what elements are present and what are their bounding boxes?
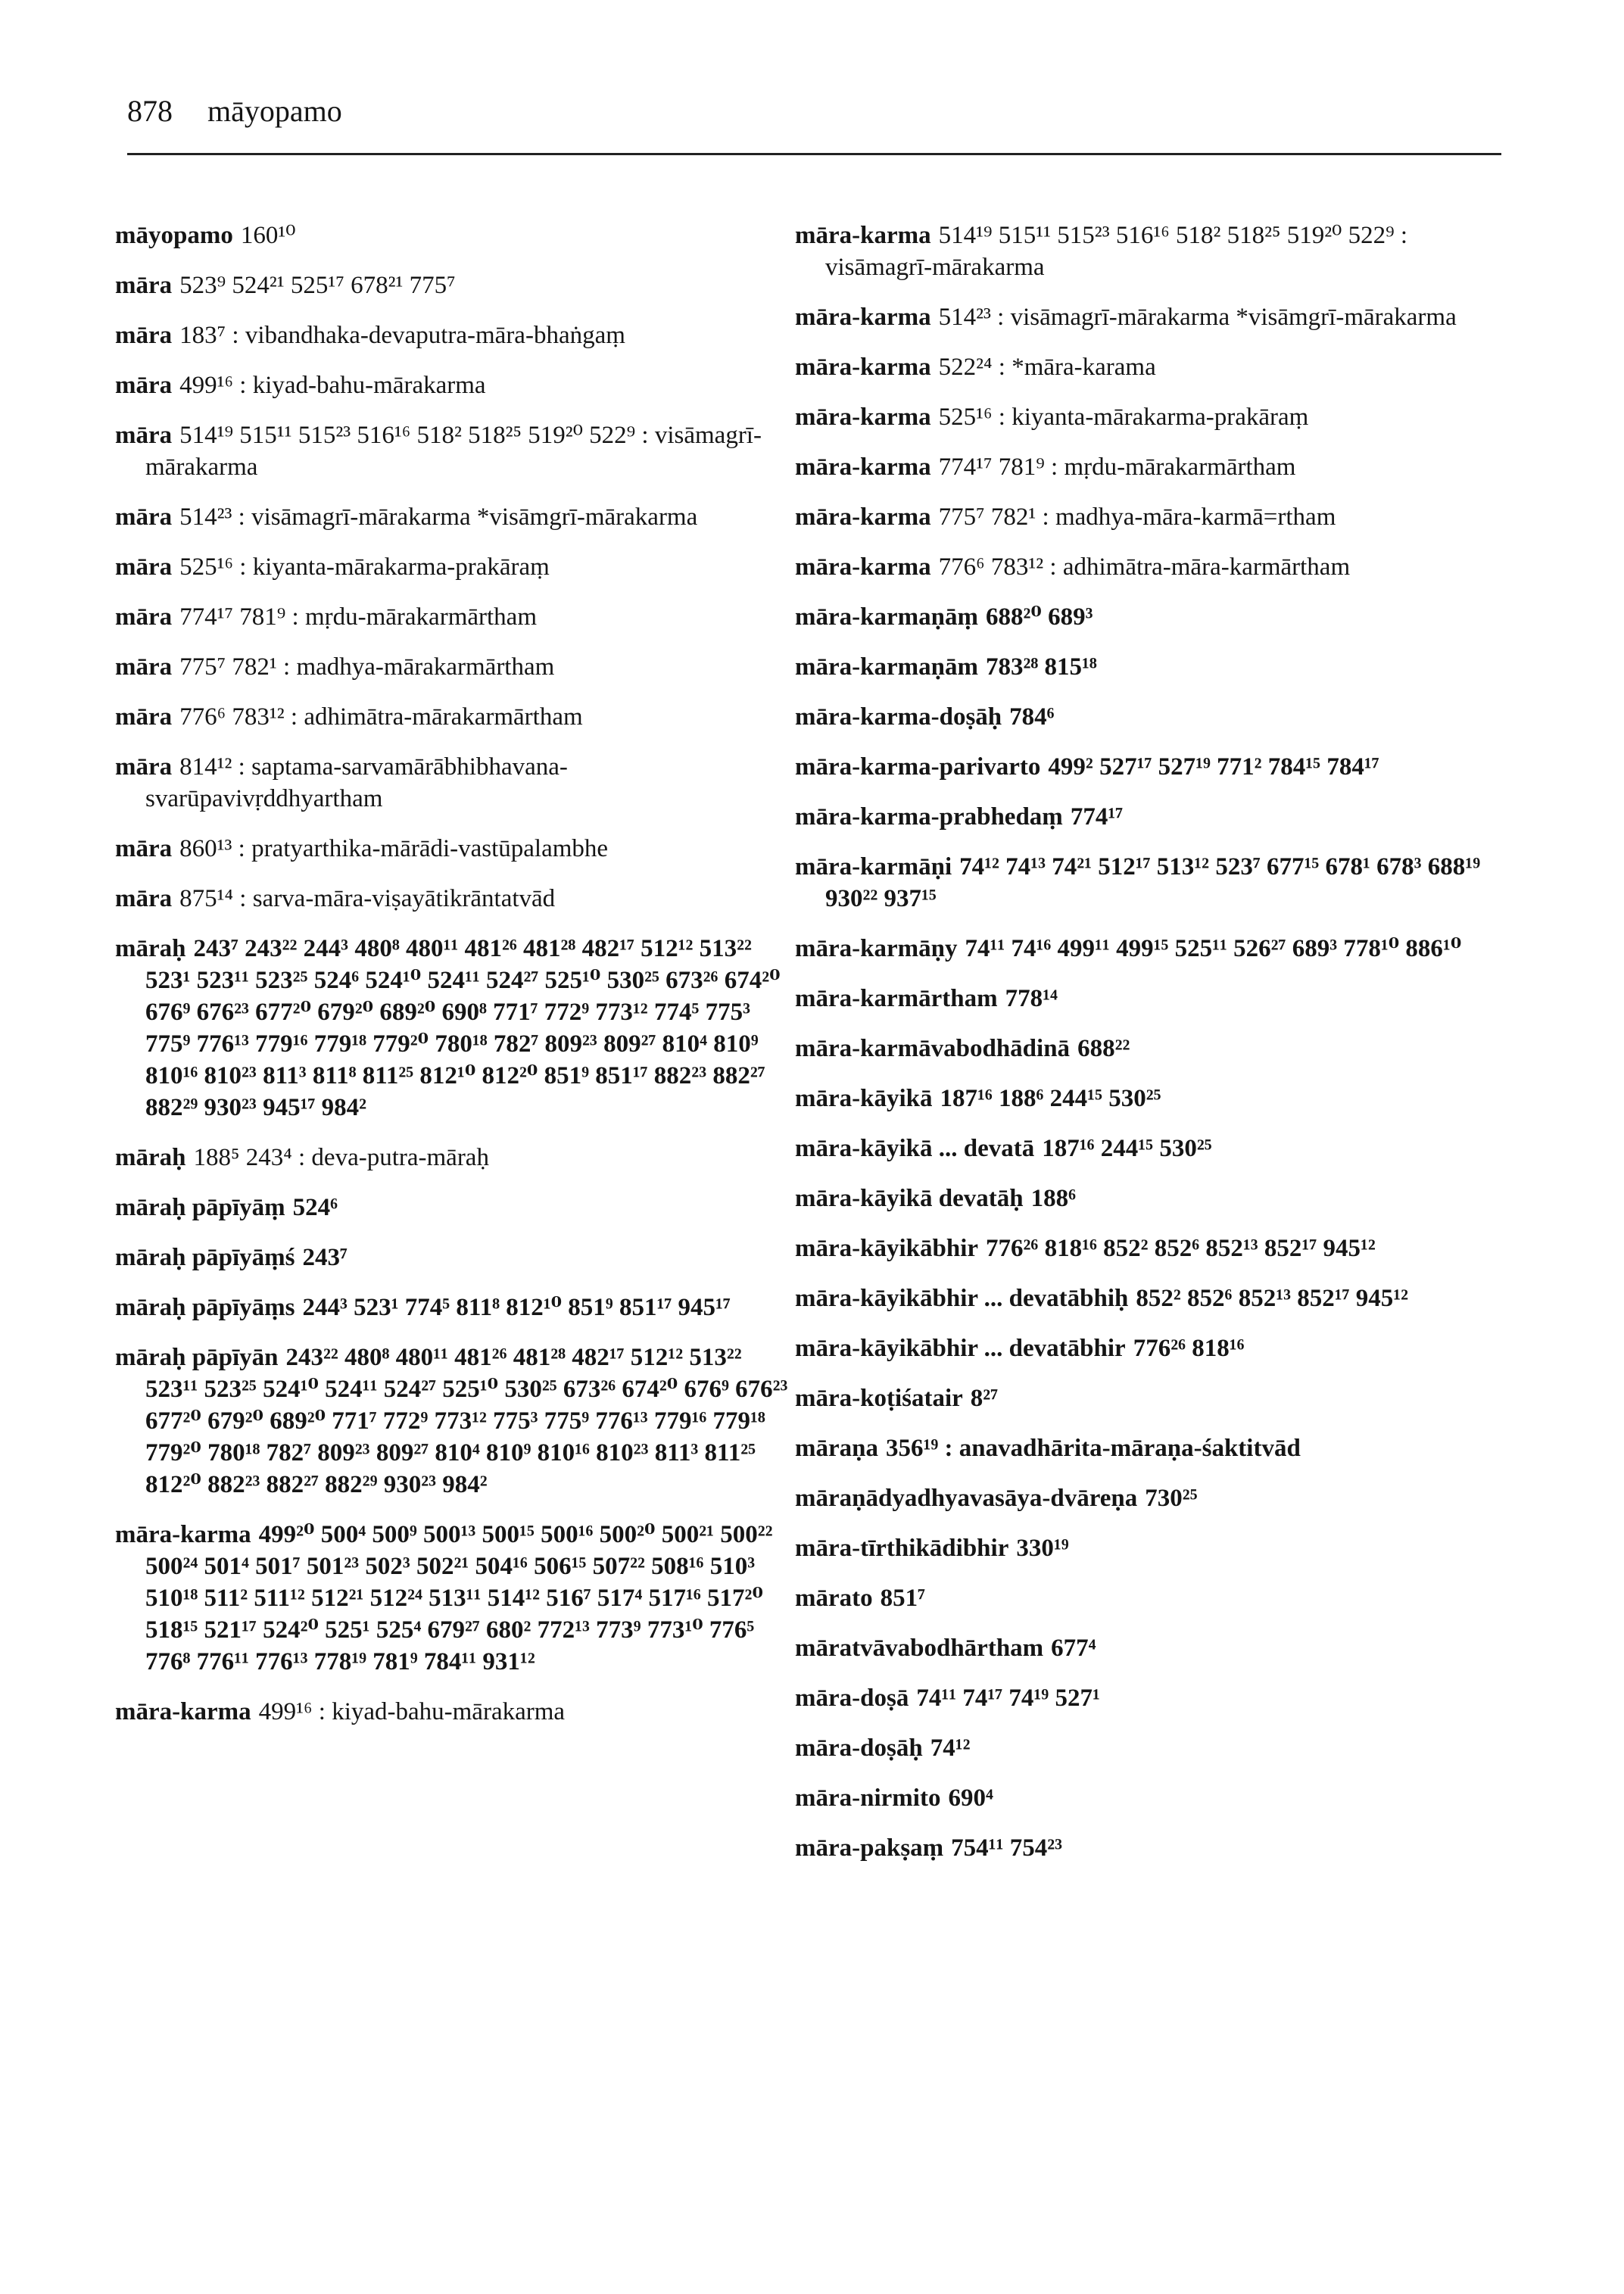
entry-references: 875¹⁴ : sarva-māra-viṣayātikrāntatvād [179,885,556,912]
entry-headword: māraḥ [115,935,186,962]
header-rule [127,153,1501,155]
index-entry [795,1532,1507,1564]
entry-references: 514¹⁹ 515¹¹ 515²³ 516¹⁶ 518² 518²⁵ 519²⁰ 522⁹ : visāmagrī-mārakarma [825,222,1408,281]
left-column [115,220,796,1746]
index-entry [115,1342,796,1501]
entry-headword: māraḥ pāpīyāṃ [115,1194,285,1221]
index-entry [795,983,1507,1015]
entry-headword: māra [115,322,173,349]
index-entry [115,220,796,251]
entry-references: 514²³ : visāmagrī-mārakarma *visāmgrī-mārakarma [179,503,698,531]
entry-headword: māra-karma [795,354,931,381]
entry-references: 851⁷ [880,1585,926,1612]
entry-references: 187¹⁶ 188⁶ 244¹⁵ 530²⁵ [940,1085,1161,1112]
index-entry [795,1482,1507,1514]
entry-headword: māra-nirmito [795,1784,941,1812]
index-entry [795,1782,1507,1814]
entry-references: 74¹² 74¹³ 74²¹ 512¹⁷ 513¹² 523⁷ 677¹⁵ 678¹ 678³ 688¹⁹ 930²² 937¹⁵ [825,853,1481,912]
entry-references: 243⁷ 243²² 244³ 480⁸ 480¹¹ 481²⁶ 481²⁸ 482¹⁷ 512¹² 513²² 523¹ 523¹¹ 523²⁵ 524⁶ 524¹⁰ 524¹¹ 524²⁷ 525¹⁰ 530²⁵ 673²⁶ 674²⁰ 676⁹ 676²³ 677²⁰ 679²⁰ 689²⁰ 690⁸ 771⁷ 772⁹ 773¹² 774⁵ 775³ 775⁹ 776¹³ 779¹⁶ 779¹⁸ 779²⁰ 780¹⁸ 782⁷ 809²³ 809²⁷ 810⁴ 810⁹ 810¹⁶ 810²³ 811³ 811⁸ 811²⁵ 812¹⁰ 812²⁰ 851⁹ 851¹⁷ 882²³ 882²⁷ 882²⁹ 930²³ 945¹⁷ 984² [145,935,781,1121]
entry-headword: māra-doṣāḥ [795,1735,923,1762]
entry-references: 775⁷ 782¹ : madhya-mārakarmārtham [179,653,555,681]
entry-headword: māra-karma [795,222,931,249]
entry-headword: māra-karmāṇi [795,853,952,881]
entry-headword: māra-kāyikā [795,1085,933,1112]
entry-headword: māra-karmaṇām [795,653,978,681]
entry-references: 677⁴ [1051,1635,1096,1662]
entry-headword: māra [115,753,173,781]
entry-headword: māra-karma-doṣāḥ [795,703,1002,731]
entry-headword: māra-tīrthikādibhir [795,1535,1009,1562]
entry-headword: māra-koṭiśatair [795,1385,963,1412]
entry-references: 514¹⁹ 515¹¹ 515²³ 516¹⁶ 518² 518²⁵ 519²⁰ 522⁹ : visāmagrī-mārakarma [145,422,762,481]
entry-headword: māra-karmāvabodhādinā [795,1035,1071,1062]
entry-headword: māra-karmārtham [795,985,998,1012]
entry-references: 243²² 480⁸ 480¹¹ 481²⁶ 481²⁸ 482¹⁷ 512¹² 513²² 523¹¹ 523²⁵ 524¹⁰ 524¹¹ 524²⁷ 525¹⁰ 530²⁵ 673²⁶ 674²⁰ 676⁹ 676²³ 677²⁰ 679²⁰ 689²⁰ 771⁷ 772⁹ 773¹² 775³ 775⁹ 776¹³ 779¹⁶ 779¹⁸ 779²⁰ 780¹⁸ 782⁷ 809²³ 809²⁷ 810⁴ 810⁹ 810¹⁶ 810²³ 811³ 811²⁵ 812²⁰ 882²³ 882²⁷ 882²⁹ 930²³ 984² [145,1344,788,1498]
index-entry [795,351,1507,383]
entry-references: 187¹⁶ 244¹⁵ 530²⁵ [1042,1135,1212,1162]
entry-references: 814¹² : saptama-sarvamārābhibhavana-svarūpavivṛddhyartham [145,753,568,812]
index-entry [115,270,796,301]
index-entry [795,1682,1507,1714]
entry-headword: māyopamo [115,222,233,249]
index-entry [795,551,1507,583]
entry-headword: māra [115,835,173,862]
entry-references: 690⁴ [948,1784,993,1812]
right-column [795,220,1507,1882]
index-entry [115,601,796,633]
entry-references: 783²⁸ 815¹⁸ [985,653,1097,681]
index-entry [795,1732,1507,1764]
entry-headword: māra [115,653,173,681]
entry-references: 778¹⁴ [1005,985,1058,1012]
index-entry [795,220,1507,283]
entry-references: 243⁷ [302,1244,348,1271]
index-entry [115,369,796,401]
entry-references: 525¹⁶ : kiyanta-mārakarma-prakāraṃ [938,404,1309,431]
running-head: māyopamo [207,94,342,128]
index-entry [795,933,1507,965]
entry-references: 774¹⁷ [1070,803,1124,831]
entry-headword: māra-karma [115,1521,251,1548]
index-entry [795,1632,1507,1664]
index-entry [795,1582,1507,1614]
index-entry [795,1382,1507,1414]
index-entry [115,883,796,915]
entry-references: 183⁷ : vibandhaka-devaputra-māra-bhaṅgaṃ [179,322,625,349]
entry-headword: māra-karmaṇāṃ [795,603,978,631]
entry-references: 754¹¹ 754²³ [951,1834,1062,1862]
index-entry [115,651,796,683]
entry-references: 330¹⁹ [1016,1535,1069,1562]
entry-headword: māra-kāyikā devatāḥ [795,1185,1024,1212]
entry-references: 525¹⁶ : kiyanta-mārakarma-prakāraṃ [179,553,550,581]
entry-headword: māra [115,503,173,531]
index-entry [115,751,796,815]
index-entry [795,1183,1507,1214]
entry-references: 776²⁶ 818¹⁶ 852² 852⁶ 852¹³ 852¹⁷ 945¹² [986,1235,1376,1262]
index-entry [795,501,1507,533]
index-entry [795,1133,1507,1164]
entry-headword: mārato [795,1585,873,1612]
entry-headword: māra-karma [795,304,931,331]
entry-references: 775⁷ 782¹ : madhya-māra-karmā=rtham [938,503,1336,531]
entry-headword: māra [115,885,173,912]
entry-references: 776²⁶ 818¹⁶ [1133,1335,1245,1362]
index-entry [795,1233,1507,1264]
entry-references: 523⁹ 524²¹ 525¹⁷ 678²¹ 775⁷ [179,272,456,299]
entry-references: 74¹¹ 74¹⁶ 499¹¹ 499¹⁵ 525¹¹ 526²⁷ 689³ 778¹⁰ 886¹⁰ [965,935,1462,962]
entry-headword: māra-karmāṇy [795,935,958,962]
entry-references: 774¹⁷ 781⁹ : mṛdu-mārakarmārtham [179,603,537,631]
index-entry [115,551,796,583]
entry-references: 499¹⁶ : kiyad-bahu-mārakarma [179,372,486,399]
entry-headword: māra-doṣā [795,1685,909,1712]
entry-references: 8²⁷ [970,1385,999,1412]
index-entry [795,1332,1507,1364]
entry-headword: māra-kāyikā ... devatā [795,1135,1035,1162]
index-entry [115,1519,796,1678]
entry-headword: māra-kāyikābhir ... devatābhiḥ [795,1285,1129,1312]
entry-headword: māra-karma [795,503,931,531]
entry-references: 160¹⁰ [240,222,296,249]
index-entry [795,751,1507,783]
entry-references: 776⁶ 783¹² : adhimātra-māra-karmārtham [938,553,1351,581]
entry-references: 74¹² [930,1735,971,1762]
entry-references: 499¹⁶ : kiyad-bahu-mārakarma [258,1698,566,1725]
index-entry [795,701,1507,733]
entry-references: 74¹¹ 74¹⁷ 74¹⁹ 527¹ [916,1685,1100,1712]
index-entry [795,1083,1507,1114]
index-entry [115,1192,796,1223]
index-entry [115,1292,796,1323]
entry-headword: māra [115,703,173,731]
index-entry [115,501,796,533]
page-number: 878 [127,94,173,128]
index-entry [115,1696,796,1728]
entry-headword: māra-karma [795,454,931,481]
entry-headword: māra-karma [795,404,931,431]
entry-headword: māra [115,372,173,399]
index-entry [795,1033,1507,1064]
entry-references: 730²⁵ [1145,1485,1198,1512]
index-entry [795,1432,1507,1464]
entry-headword: māraṇādyadhyavasāya-dvāreṇa [795,1485,1138,1512]
index-entry [115,1242,796,1273]
index-entry [115,833,796,865]
index-entry [795,601,1507,633]
entry-references: 784⁶ [1009,703,1055,731]
entry-headword: māra-pakṣaṃ [795,1834,944,1862]
index-entry [795,851,1507,915]
entry-headword: māra-karma [795,553,931,581]
entry-headword: māraḥ pāpīyāṃs [115,1294,295,1321]
index-entry [795,1283,1507,1314]
entry-headword: māra-kāyikābhir [795,1235,979,1262]
index-entry [795,401,1507,433]
entry-headword: māra-kāyikābhir ... devatābhir [795,1335,1126,1362]
index-entry [795,651,1507,683]
index-entry [795,451,1507,483]
entry-references: 522²⁴ : *māra-karama [938,354,1156,381]
entry-headword: māra [115,553,173,581]
index-entry [795,1832,1507,1864]
entry-references: 188⁵ 243⁴ : deva-putra-māraḥ [193,1144,489,1171]
entry-references: 514²³ : visāmagrī-mārakarma *visāmgrī-mārakarma [938,304,1457,331]
index-entry [795,301,1507,333]
entry-references: 356¹⁹ : anavadhārita-māraṇa-śaktitvād [886,1435,1301,1462]
entry-references: 188⁶ [1030,1185,1076,1212]
entry-headword: māraḥ pāpīyān [115,1344,279,1371]
entry-headword: māra [115,422,173,449]
entry-references: 688²⁰ 689³ [985,603,1093,631]
entry-headword: māra-karma [115,1698,251,1725]
index-entry [115,933,796,1124]
entry-references: 244³ 523¹ 774⁵ 811⁸ 812¹⁰ 851⁹ 851¹⁷ 945¹⁷ [302,1294,731,1321]
entry-references: 776⁶ 783¹² : adhimātra-mārakarmārtham [179,703,583,731]
entry-references: 860¹³ : pratyarthika-mārādi-vastūpalambhe [179,835,609,862]
entry-headword: māratvāvabodhārtham [795,1635,1044,1662]
index-entry [115,419,796,483]
page-header [127,92,342,130]
entry-references: 852² 852⁶ 852¹³ 852¹⁷ 945¹² [1136,1285,1409,1312]
entry-headword: māra [115,272,173,299]
index-entry [115,701,796,733]
entry-headword: māra-karma-prabhedaṃ [795,803,1063,831]
entry-headword: māraḥ [115,1144,186,1171]
index-entry [115,319,796,351]
entry-references: 499² 527¹⁷ 527¹⁹ 771² 784¹⁵ 784¹⁷ [1048,753,1379,781]
index-entry [795,801,1507,833]
index-entry [115,1142,796,1173]
entry-headword: māra-karma-parivarto [795,753,1041,781]
entry-references: 774¹⁷ 781⁹ : mṛdu-mārakarmārtham [938,454,1296,481]
entry-headword: māra [115,603,173,631]
entry-references: 524⁶ [292,1194,338,1221]
entry-headword: māraḥ pāpīyāṃś [115,1244,295,1271]
entry-references: 688²² [1077,1035,1130,1062]
entry-headword: māraṇa [795,1435,878,1462]
entry-references: 499²⁰ 500⁴ 500⁹ 500¹³ 500¹⁵ 500¹⁶ 500²⁰ 500²¹ 500²² 500²⁴ 501⁴ 501⁷ 501²³ 502³ 502²¹ 504¹⁶ 506¹⁵ 507²² 508¹⁶ 510³ 510¹⁸ 511² 511¹² 512²¹ 512²⁴ 513¹¹ 514¹² 516⁷ 517⁴ 517¹⁶ 517²⁰ 518¹⁵ 521¹⁷ 524²⁰ 525¹ 525⁴ 679²⁷ 680² 772¹³ 773⁹ 773¹⁰ 776⁵ 776⁸ 776¹¹ 776¹³ 778¹⁹ 781⁹ 784¹¹ 931¹² [145,1521,773,1675]
